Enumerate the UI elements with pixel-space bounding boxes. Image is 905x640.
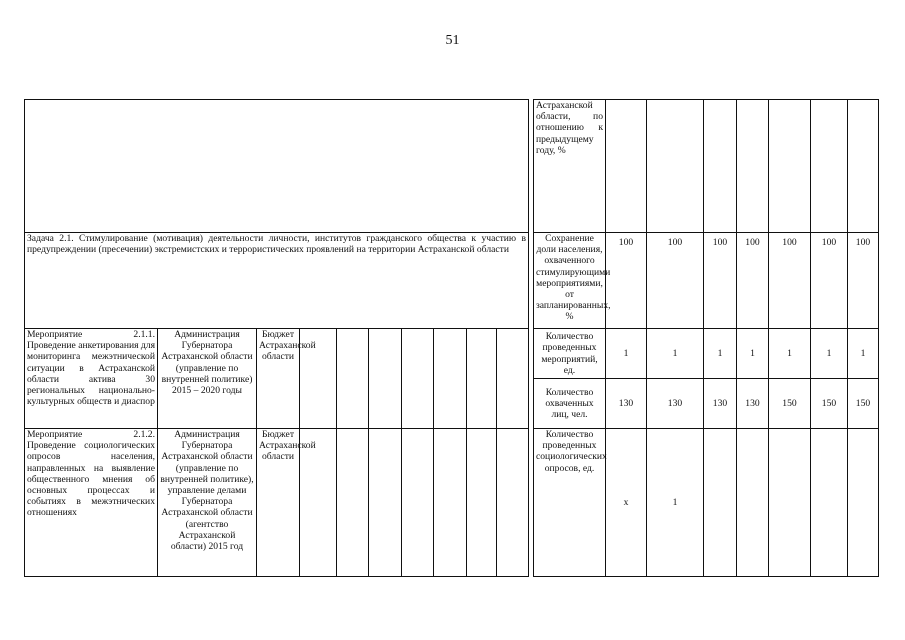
- finance-cell: [402, 429, 434, 577]
- continuation-row: [25, 100, 879, 233]
- event1-indicator-1: Количество проведенных мероприятий, ед.: [534, 329, 606, 379]
- task-text: Задача 2.1. Стимулирование (мотивация) деятельности личности, институтов гражданского общества к участию в предупреждении (пресечении) экстремистских и террористических проявлений на территории Астраханской области: [25, 233, 529, 329]
- event2-value: [737, 429, 769, 577]
- task-row: [25, 233, 879, 329]
- continuation-indicator: Астраханской области, по отношению к предыдущему году, %: [534, 100, 606, 233]
- task-value: 100: [737, 233, 769, 329]
- event2-row: [25, 429, 879, 577]
- value-cell: [737, 100, 769, 233]
- finance-cell: [337, 429, 369, 577]
- finance-cell: [497, 329, 529, 429]
- finance-cell: [369, 329, 402, 429]
- event1-value: 1: [606, 329, 647, 379]
- finance-cell: [337, 329, 369, 429]
- value-cell: [848, 100, 879, 233]
- finance-cell: [467, 329, 497, 429]
- event1-name: Мероприятие 2.1.1. Проведение анкетирования для мониторинга межэтнической ситуации в Астраханской области актива 30 региональных национально-культурных обществ и диаспор: [25, 329, 158, 429]
- finance-cell: [369, 429, 402, 577]
- value-cell: [647, 100, 704, 233]
- event2-name: Мероприятие 2.1.2. Проведение социологических опросов населения, направленных на выявление общественного мнения об основных процессах и событиях в межэтнических отношениях: [25, 429, 158, 577]
- value-cell: [606, 100, 647, 233]
- event2-source: Бюджет Астраханской области: [257, 429, 300, 577]
- task-value: 100: [811, 233, 848, 329]
- event1-value: 1: [848, 329, 879, 379]
- event1-indicator-2: Количество охваченных лиц, чел.: [534, 379, 606, 429]
- event1-value: 150: [811, 379, 848, 429]
- task-value: 100: [606, 233, 647, 329]
- program-table: [24, 99, 879, 577]
- event1-source: Бюджет Астраханской области: [257, 329, 300, 429]
- task-value: 100: [848, 233, 879, 329]
- event2-value: х: [606, 429, 647, 577]
- finance-cell: [434, 429, 467, 577]
- event2-value: 1: [647, 429, 704, 577]
- event1-row-a: [25, 329, 879, 379]
- event2-executor: Администрация Губернатора Астраханской области (управление по внутренней политике), управление делами Губернатора Астраханской области (агентство Астраханской области) 2015 год: [158, 429, 257, 577]
- finance-cell: [497, 429, 529, 577]
- event1-value: 150: [848, 379, 879, 429]
- event2-value: [769, 429, 811, 577]
- value-cell: [811, 100, 848, 233]
- event1-value: 1: [769, 329, 811, 379]
- event1-value: 1: [647, 329, 704, 379]
- event1-executor: Администрация Губернатора Астраханской области (управление по внутренней политике) 2015 – 2020 годы: [158, 329, 257, 429]
- task-indicator: Сохранение доли населения, охваченного стимулирующими мероприятиями, от запланированных, %: [534, 233, 606, 329]
- value-cell: [769, 100, 811, 233]
- event2-value: [811, 429, 848, 577]
- page-number: 51: [445, 33, 460, 48]
- task-value: 100: [704, 233, 737, 329]
- finance-cell: [434, 329, 467, 429]
- finance-cell: [467, 429, 497, 577]
- value-cell: [704, 100, 737, 233]
- task-value: 100: [647, 233, 704, 329]
- event1-value: 1: [704, 329, 737, 379]
- event1-value: 1: [811, 329, 848, 379]
- event1-value: 130: [647, 379, 704, 429]
- task-value: 100: [769, 233, 811, 329]
- event1-value: 1: [737, 329, 769, 379]
- event2-indicator: Количество проведенных социологических опросов, ед.: [534, 429, 606, 577]
- event1-value: 150: [769, 379, 811, 429]
- event2-value: [848, 429, 879, 577]
- event2-value: [704, 429, 737, 577]
- event1-value: 130: [704, 379, 737, 429]
- event1-value: 130: [606, 379, 647, 429]
- continuation-blank-cell: [25, 100, 529, 233]
- finance-cell: [402, 329, 434, 429]
- event1-value: 130: [737, 379, 769, 429]
